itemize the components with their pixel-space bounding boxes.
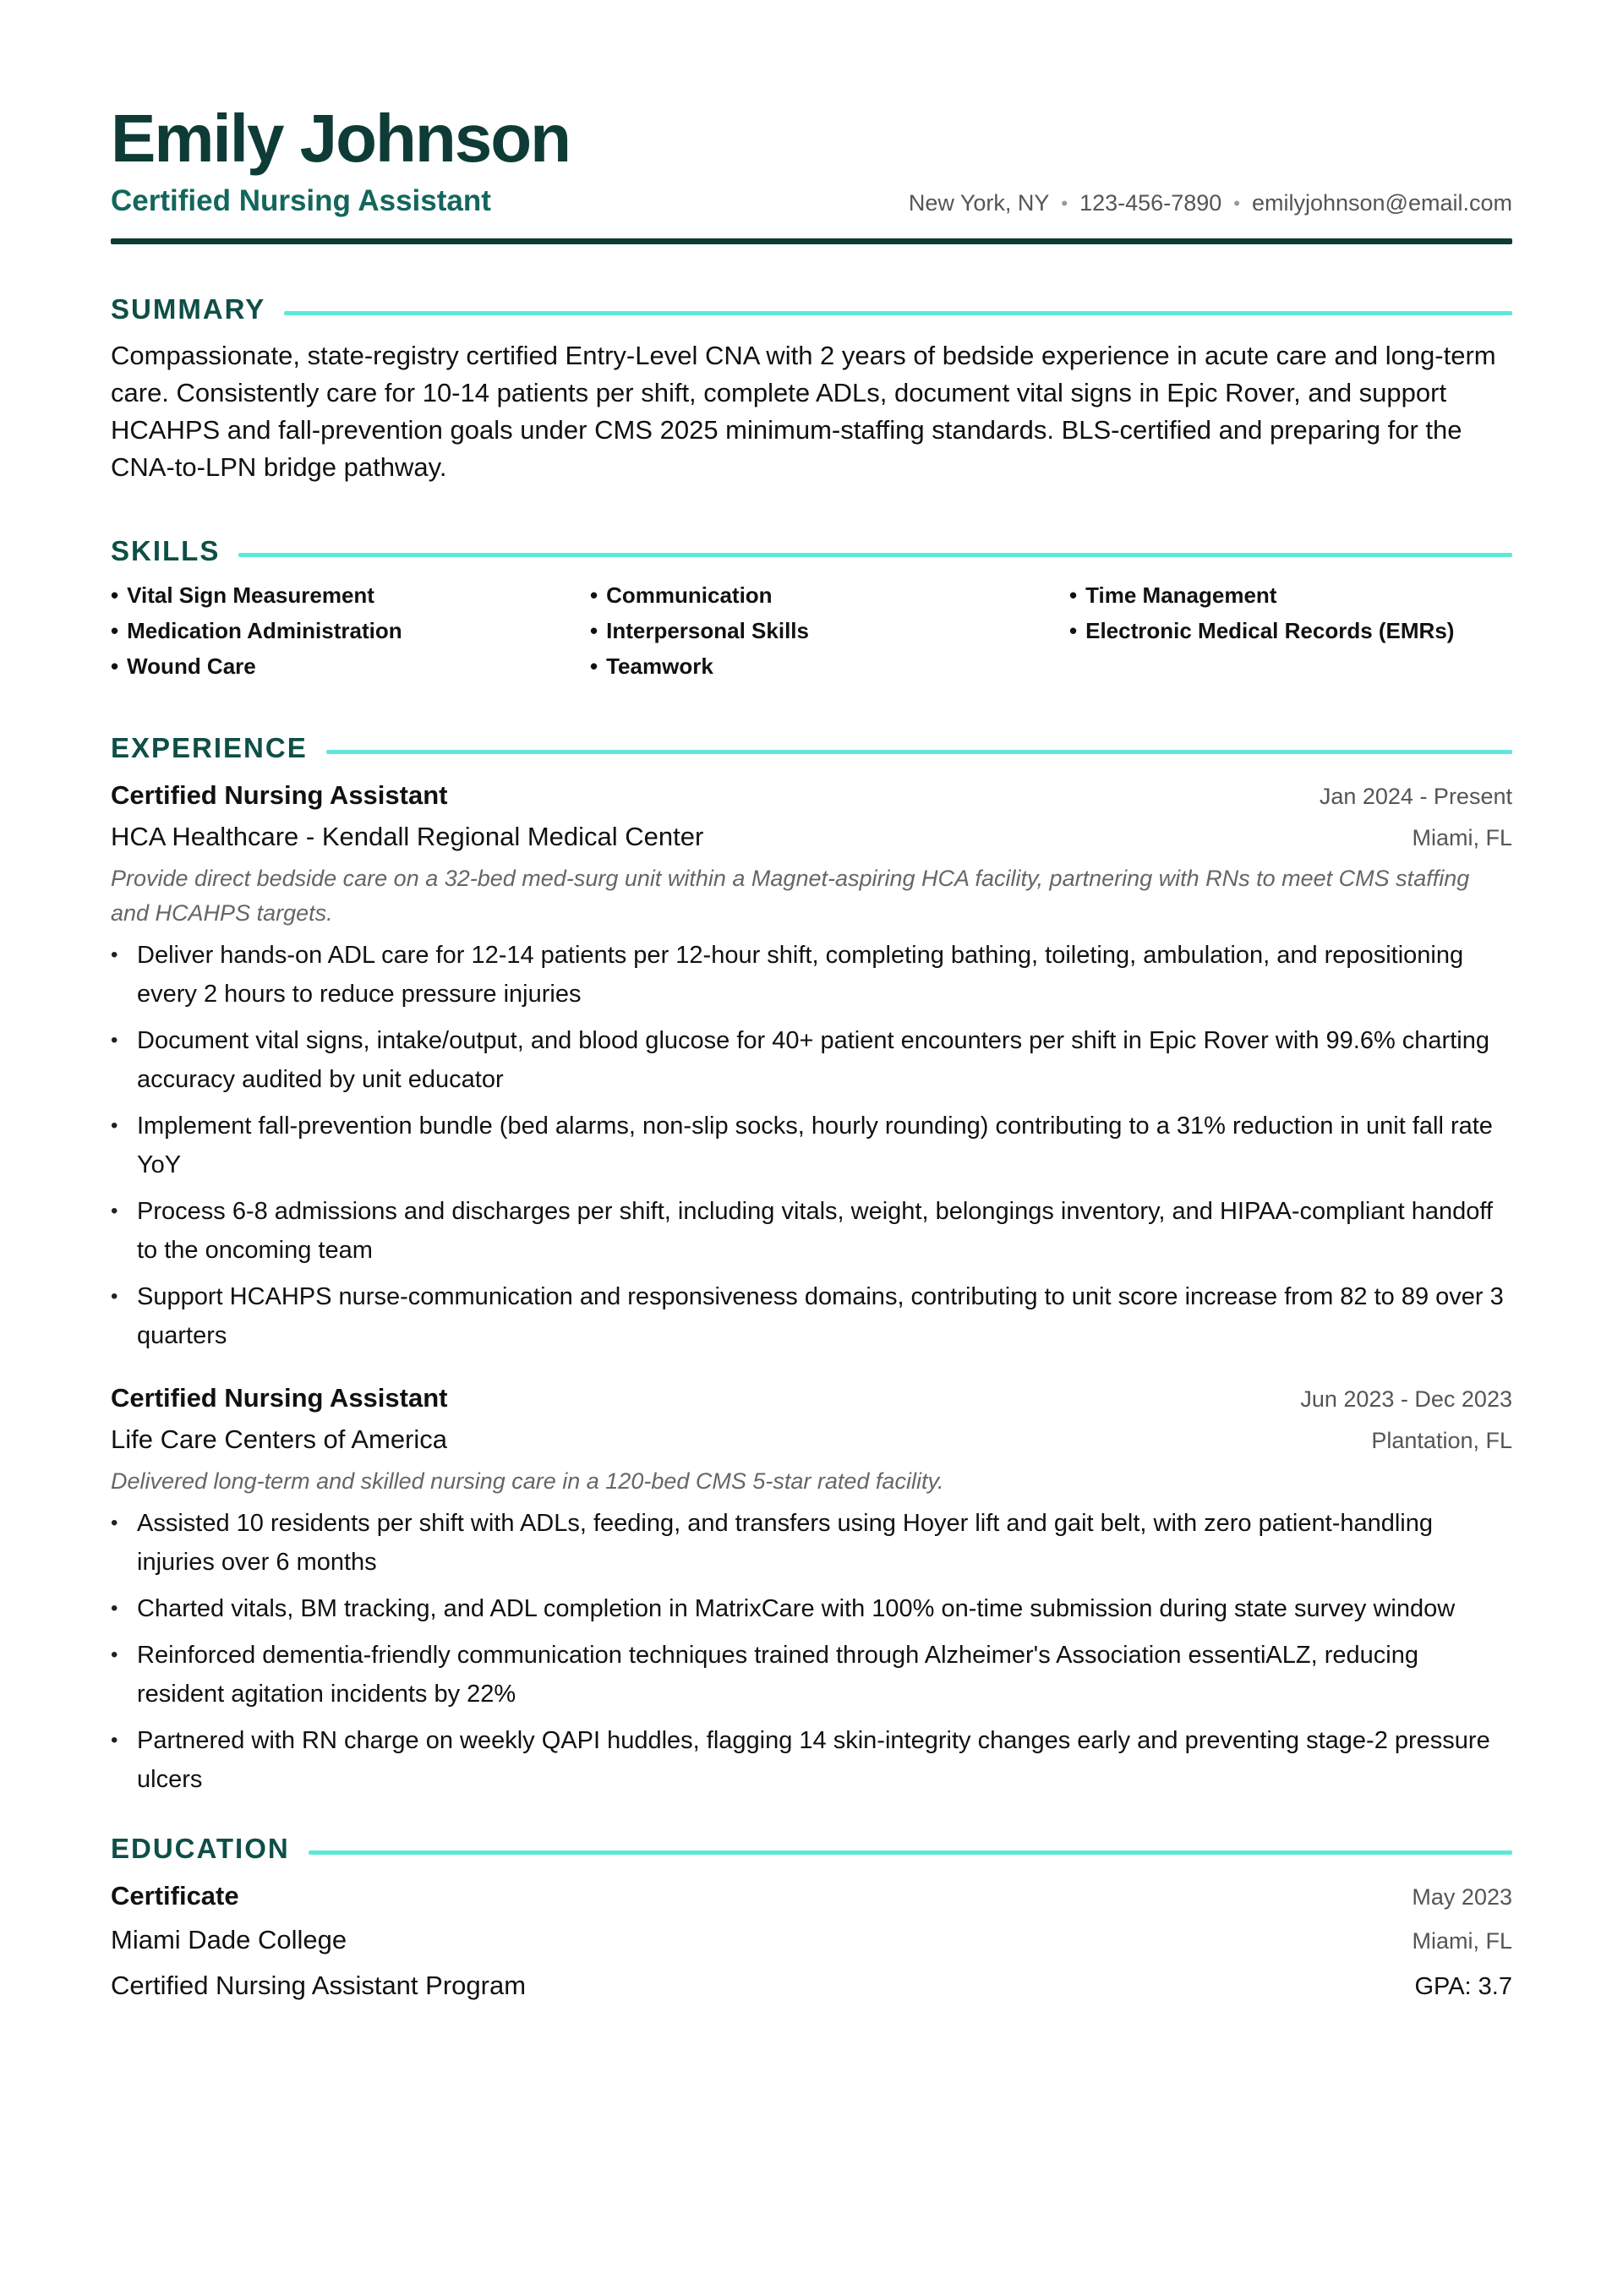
job-entry bbox=[111, 776, 1512, 1355]
summary-heading bbox=[111, 293, 1512, 325]
education-heading bbox=[111, 1833, 1512, 1865]
education-school-row bbox=[111, 1917, 1512, 1963]
job-bullet: • Support HCAHPS nurse-communication and responsiveness domains, contributing to unit score increase from 82 to 89 over 3 quarters bbox=[111, 1277, 1512, 1355]
bullet: • bbox=[590, 582, 598, 608]
job-description: Provide direct bedside care on a 32-bed med-surg unit within a Magnet-aspiring HCA facility, partnering with RNs to meet CMS staffing and HCAHPS targets. bbox=[111, 866, 1470, 926]
education-school: Miami Dade College bbox=[111, 1925, 347, 1954]
job-bullet: • Charted vitals, BM tracking, and ADL completion in MatrixCare with 100% on-time submission during state survey window bbox=[111, 1589, 1512, 1628]
education-degree: Certificate bbox=[111, 1881, 239, 1911]
job-company-row bbox=[111, 1418, 1512, 1462]
section-divider bbox=[326, 750, 1512, 754]
skill-label: Time Management bbox=[1085, 582, 1277, 608]
header-divider bbox=[111, 238, 1512, 244]
skill-item bbox=[1069, 579, 1512, 612]
job-location: Plantation, FL bbox=[1371, 1428, 1512, 1453]
bullet: • bbox=[590, 653, 598, 679]
education-gpa: GPA: 3.7 bbox=[1414, 1973, 1512, 2000]
contact-phone: 123-456-7890 bbox=[1079, 190, 1222, 216]
section-divider bbox=[238, 553, 1512, 557]
bullet: • bbox=[1069, 582, 1078, 608]
section-divider bbox=[309, 1850, 1512, 1855]
skill-label: Teamwork bbox=[606, 653, 713, 679]
bullet: • bbox=[1069, 618, 1078, 643]
skill-item bbox=[590, 650, 1069, 683]
skill-item bbox=[111, 579, 590, 612]
job-role: Certified Nursing Assistant bbox=[111, 1383, 448, 1413]
skill-label: Wound Care bbox=[127, 653, 256, 679]
skills-heading bbox=[111, 535, 1512, 567]
job-company: HCA Healthcare - Kendall Regional Medical Center bbox=[111, 822, 704, 851]
education-location: Miami, FL bbox=[1412, 1928, 1512, 1954]
job-company: Life Care Centers of America bbox=[111, 1424, 448, 1454]
resume-header bbox=[111, 0, 1512, 244]
bullet: • bbox=[590, 618, 598, 643]
candidate-name: Emily Johnson bbox=[111, 101, 570, 176]
experience-heading bbox=[111, 732, 1512, 764]
contact-location: New York, NY bbox=[908, 190, 1050, 216]
skill-item bbox=[590, 579, 1069, 612]
section-title: SKILLS bbox=[111, 535, 221, 566]
skill-label: Medication Administration bbox=[127, 618, 402, 643]
education-section bbox=[111, 1833, 1512, 2009]
job-role-row bbox=[111, 1379, 1512, 1418]
skill-label: Interpersonal Skills bbox=[606, 618, 809, 643]
skills-section bbox=[111, 535, 1512, 683]
education-entry bbox=[111, 1875, 1512, 2009]
job-bullet: • Document vital signs, intake/output, and blood glucose for 40+ patient encounters per shift in Epic Rover with 99.6% charting accuracy audited by unit educator bbox=[111, 1021, 1512, 1099]
contact-separator: • bbox=[1233, 192, 1240, 214]
skill-item bbox=[1069, 615, 1512, 648]
job-role: Certified Nursing Assistant bbox=[111, 780, 448, 810]
section-title: EDUCATION bbox=[111, 1833, 290, 1864]
job-bullet: • Deliver hands-on ADL care for 12-14 patients per 12-hour shift, completing bathing, toileting, ambulation, and repositioning every 2 hours to reduce pressure injuries bbox=[111, 936, 1512, 1014]
bullet: • bbox=[111, 582, 119, 608]
skill-item bbox=[111, 650, 590, 683]
job-bullet: • Partnered with RN charge on weekly QAPI huddles, flagging 14 skin-integrity changes early and preventing stage-2 pressure ulcers bbox=[111, 1721, 1512, 1799]
skill-label: Communication bbox=[606, 582, 773, 608]
candidate-title: Certified Nursing Assistant bbox=[111, 184, 491, 217]
section-divider bbox=[284, 311, 1512, 315]
contact-separator: • bbox=[1061, 192, 1068, 214]
skill-label: Electronic Medical Records (EMRs) bbox=[1085, 618, 1455, 643]
summary-text: Compassionate, state-registry certified Entry-Level CNA with 2 years of bedside experience in acute care and long-term care. Consistently care for 10-14 patients per shift, complete ADLs, document vital signs in Epic Rover, and support HCAHPS and fall-prevention goals under CMS 2025 minimum-staffing standards. BLS-certified and preparing for the CNA-to-LPN bridge pathway. bbox=[111, 341, 1496, 482]
skill-label: Vital Sign Measurement bbox=[127, 582, 374, 608]
header-subrow bbox=[111, 184, 1512, 218]
education-program: Certified Nursing Assistant Program bbox=[111, 1971, 527, 2000]
job-bullets bbox=[111, 936, 1512, 1355]
summary-section bbox=[111, 293, 1512, 486]
skill-item bbox=[111, 615, 590, 648]
education-program-row bbox=[111, 1963, 1512, 2009]
education-date: May 2023 bbox=[1412, 1884, 1512, 1910]
section-title: EXPERIENCE bbox=[111, 732, 308, 763]
section-title: SUMMARY bbox=[111, 293, 266, 325]
bullet: • bbox=[111, 618, 119, 643]
contact-email: emilyjohnson@email.com bbox=[1251, 190, 1512, 216]
job-entry bbox=[111, 1379, 1512, 1799]
education-degree-row bbox=[111, 1875, 1512, 1917]
job-description: Delivered long-term and skilled nursing care in a 120-bed CMS 5-star rated facility. bbox=[111, 1468, 944, 1494]
job-bullet: • Process 6-8 admissions and discharges per shift, including vitals, weight, belongings inventory, and HIPAA-compliant handoff to the oncoming team bbox=[111, 1192, 1512, 1270]
experience-section bbox=[111, 732, 1512, 1799]
job-company-row bbox=[111, 815, 1512, 859]
skill-item bbox=[590, 615, 1069, 648]
job-bullet: • Reinforced dementia-friendly communication techniques trained through Alzheimer's Association essentiALZ, reducing resident agitation incidents by 22% bbox=[111, 1636, 1512, 1714]
skills-list bbox=[111, 579, 1512, 683]
bullet: • bbox=[111, 653, 119, 679]
job-bullet: • Implement fall-prevention bundle (bed alarms, non-slip socks, hourly rounding) contributing to a 31% reduction in unit fall rate YoY bbox=[111, 1107, 1512, 1184]
contact-info bbox=[909, 190, 1512, 216]
job-dates: Jan 2024 - Present bbox=[1319, 784, 1512, 809]
job-dates: Jun 2023 - Dec 2023 bbox=[1300, 1386, 1512, 1412]
job-location: Miami, FL bbox=[1412, 825, 1512, 850]
job-role-row bbox=[111, 776, 1512, 815]
job-bullet: • Assisted 10 residents per shift with ADLs, feeding, and transfers using Hoyer lift and gait belt, with zero patient-handling injuries over 6 months bbox=[111, 1504, 1512, 1582]
job-bullets bbox=[111, 1504, 1512, 1799]
